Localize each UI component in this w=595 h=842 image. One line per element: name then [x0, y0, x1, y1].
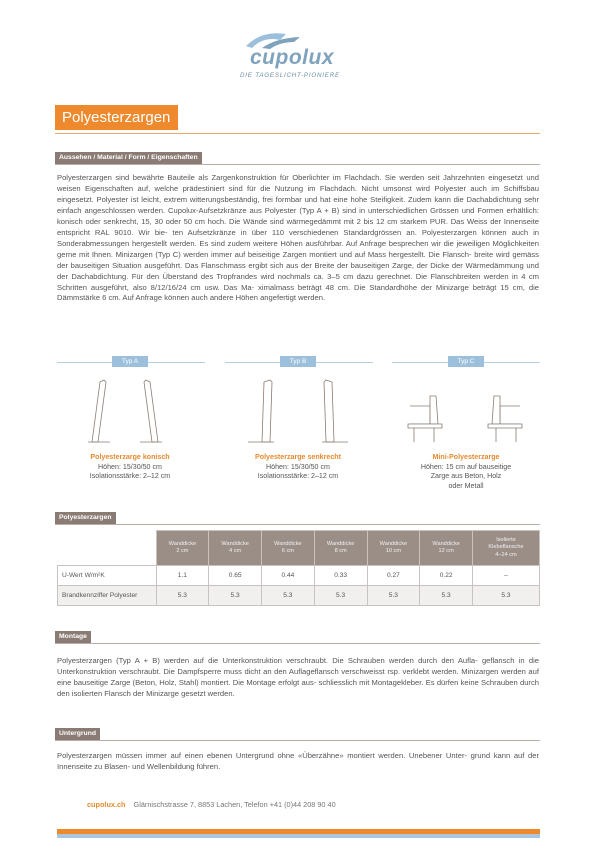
type-b-heights: Höhen: 15/30/50 cm — [266, 462, 330, 471]
header-line: Wanddicke — [221, 540, 249, 547]
table-header-cell — [156, 531, 209, 566]
text-line: Polyesterzargen müssen immer auf einen ebenen Untergrund ohne «Überzähne» montiert werden. Unebener Unter- — [57, 751, 468, 760]
header-line: Wanddicke — [379, 540, 408, 547]
type-c-line2: Zarge aus Beton, Holz — [430, 472, 502, 481]
montage-paragraph — [57, 656, 539, 700]
header-line: Klebeflansche — [488, 544, 524, 551]
table-row — [58, 566, 540, 586]
text-line: breite wird gemäss der bauseitigen Situation ausgeführt. Das Flanschmass ergibt sich aus der Breite der bauseitigen — [57, 249, 539, 270]
table-row — [58, 586, 540, 606]
type-c-tag: Typ C — [448, 356, 484, 367]
text-line: geflansch in die Unterkonstruktion verschraubt. Die Dampfsperre muss dicht an den Auflageflansch verschweisst rsp. — [57, 656, 539, 676]
text-line: Steifigkeit. Zudem kann die Dachabdichtung sehr einfach angeschlossen werden. Cupolux-Aufsetzkränze aus Polyester — [57, 194, 539, 215]
footer-address: Glärnischstrasse 7, 8853 Lachen, Telefon +41 (0)44 208 90 40 — [133, 800, 336, 809]
text-line: schliesslich mit Montagekleber. Es dürfen keine Schrauben durch den isolierten Flansch der Minizarge gesetzt werden. — [57, 677, 539, 698]
table-header-cell — [367, 531, 420, 566]
header-line: Wanddicke — [168, 540, 197, 547]
text-line: Polyesterzargen (Typ A + B) werden auf die Unterkonstruktion verschraubt. Die Schrauben werden durch den Aufla- — [57, 656, 478, 665]
table-cell: 5.3 — [314, 586, 367, 606]
type-a-heights: Höhen: 15/30/50 cm — [98, 462, 162, 471]
header-line: Wanddicke — [326, 540, 355, 547]
properties-table — [57, 530, 540, 606]
title-divider — [55, 133, 540, 134]
text-line: auch andere Höhen angefertigt werden. — [191, 293, 326, 303]
text-line: 3–5 cm dazu gerechnet. Die Flanschbreiten werden in 4 cm Schritten ausgeführt, also 8/12/16/24 cm usw. Das Ma- — [57, 271, 539, 292]
table-header-cell — [314, 531, 367, 566]
footer-bar-blue — [57, 834, 540, 838]
section-divider — [55, 164, 540, 165]
type-b-title: Polyesterzarge senkrecht — [255, 453, 341, 461]
type-c-profile-drawing — [400, 376, 530, 446]
brand-tagline: DIE TAGESLICHT-PIONIERE — [240, 72, 340, 79]
table-cell: 1.1 — [156, 566, 209, 586]
header-line: 4–24 cm — [495, 551, 517, 558]
text-line: gerne mit Ihnen. Minizargen (Typ C) werden immer auf beiseitige Zargen montiert und auf Mass hergestellt. Die Flansch- — [57, 249, 472, 259]
table-cell: – — [473, 566, 540, 586]
table-cell: 5.3 — [156, 586, 209, 606]
section-divider — [55, 524, 540, 525]
header-line: Isolierte — [496, 536, 516, 543]
type-b-tag: Typ B — [280, 356, 316, 367]
header-line: 2 cm — [176, 548, 189, 554]
header-line: 12 cm — [438, 548, 454, 554]
header-line: Wanddicke — [274, 540, 302, 547]
section-label-polyesterzargen: Polyesterzargen — [55, 512, 116, 524]
type-a-tag: Typ A — [112, 356, 148, 367]
section-label-montage: Montage — [55, 631, 91, 643]
brand-name: cupolux — [250, 46, 335, 69]
untergrund-paragraph — [57, 751, 539, 773]
table-header-cell — [209, 531, 262, 566]
table-cell: 5.3 — [473, 586, 540, 606]
section-label-untergrund: Untergrund — [55, 728, 100, 740]
text-line: grund kann auf der Innenseite zu Blasen- und Wellenbildung führen. — [57, 751, 539, 771]
footer — [87, 800, 336, 809]
aussehen-paragraph — [57, 173, 539, 304]
page-title: Polyesterzargen — [55, 105, 178, 130]
header-line: Wanddicke — [432, 540, 460, 547]
table-cell: 5.3 — [367, 586, 420, 606]
type-c-line3: oder Metall — [448, 481, 484, 490]
table-cell: 5.3 — [262, 586, 315, 606]
text-line: hergestellt werden. Es sind zudem weitere Höhen ausführbar. Auf Anfrage besprechen wir die jeweiligen Möglichkeiten — [131, 238, 539, 248]
table-corner — [58, 531, 157, 566]
type-a-title: Polyesterzarge konisch — [90, 453, 170, 461]
header-line: 6 cm — [281, 548, 294, 554]
text-line: Polyester auch im Schiffsbau eingesetzt. Polyester ist leicht, extrem witterungsbeständig, frei formbar und hat eine hohe — [57, 183, 539, 204]
type-a-caption — [45, 453, 215, 482]
table-cell: 5.3 — [209, 586, 262, 606]
text-line: (Typ A + B) sind in unterschiedlichen Grössen und Formen erhältlich: konisch oder senkrecht, 15, 30 oder 50 cm hoch. — [57, 205, 539, 226]
type-b-caption — [213, 453, 383, 482]
type-c-caption — [381, 453, 551, 491]
section-divider — [55, 740, 540, 741]
type-c-line1: Höhen: 15 cm auf bauseitige — [420, 462, 512, 471]
header-line: 10 cm — [385, 548, 401, 554]
header-line: 4 cm — [229, 548, 242, 554]
text-line: verklebt werden. Minizargen werden auf eine bauseitige Zarge (Beton, Holz, Stahl) montiert. Die Montage erfolgt aus- — [57, 666, 539, 687]
table-cell: 0.65 — [209, 566, 262, 586]
row-label: U-Wert W/m²K — [58, 566, 157, 586]
table-cell: 0.44 — [262, 566, 315, 586]
type-a-insulation: Isolationsstärke: 2–12 cm — [89, 472, 171, 481]
website-link[interactable]: cupolux.ch — [87, 800, 126, 809]
section-divider — [55, 643, 540, 644]
table-cell: 0.27 — [367, 566, 420, 586]
table-cell: 5.3 — [420, 586, 473, 606]
header-line: 8 cm — [334, 548, 347, 554]
table-header-cell — [262, 531, 315, 566]
type-b-insulation: Isolationsstärke: 2–12 cm — [257, 472, 339, 481]
type-a-profile-drawing — [70, 376, 180, 446]
text-line: Polyesterzargen sind bewährte Bauteile als Zargenkonstruktion für Oberlichter im Flachdach. Sie werden seit Jahrzehnten — [57, 173, 485, 182]
table-header-cell — [473, 531, 540, 566]
type-c-title: Mini-Polyesterzarge — [432, 453, 500, 461]
table-cell: 0.33 — [314, 566, 367, 586]
section-label-aussehen: Aussehen / Material / Form / Eigenschaften — [55, 152, 202, 164]
type-b-profile-drawing — [238, 376, 358, 446]
text-line: Die Wände sind wärmegedämmt mit 2 bis 12 cm starkem PUR. Das Weiss der Innenseite entspricht RAL 9010. Wir bie- — [57, 216, 539, 237]
row-label: Brandkennziffer Polyester — [58, 586, 157, 606]
text-line: eingesetzt und weisen Eigenschaften auf, welche prädestiniert sind für die Nutzung im Flachdach. Nicht umsonst wird — [57, 173, 539, 193]
text-line: ten Aufsetzkränze in über 110 verschiedenen Standardgrössen an. Polyesterzargen können auch in Sonderabmessungen — [57, 227, 540, 248]
table-header-cell — [420, 531, 473, 566]
table-cell: 0.22 — [420, 566, 473, 586]
text-line: ximalmass beträgt 48 cm. Die Standardhöhe der Minizarge beträgt 15 cm, die Dämmstärke 6 cm. Auf Anfrage können — [57, 282, 539, 303]
text-line: Zarge, der Dicke der Wärmedämmung und der Dachabdichtung. Für den Überstand des Tropfrandes wird nochmals ca. — [57, 260, 539, 281]
table-header-row — [58, 531, 540, 566]
